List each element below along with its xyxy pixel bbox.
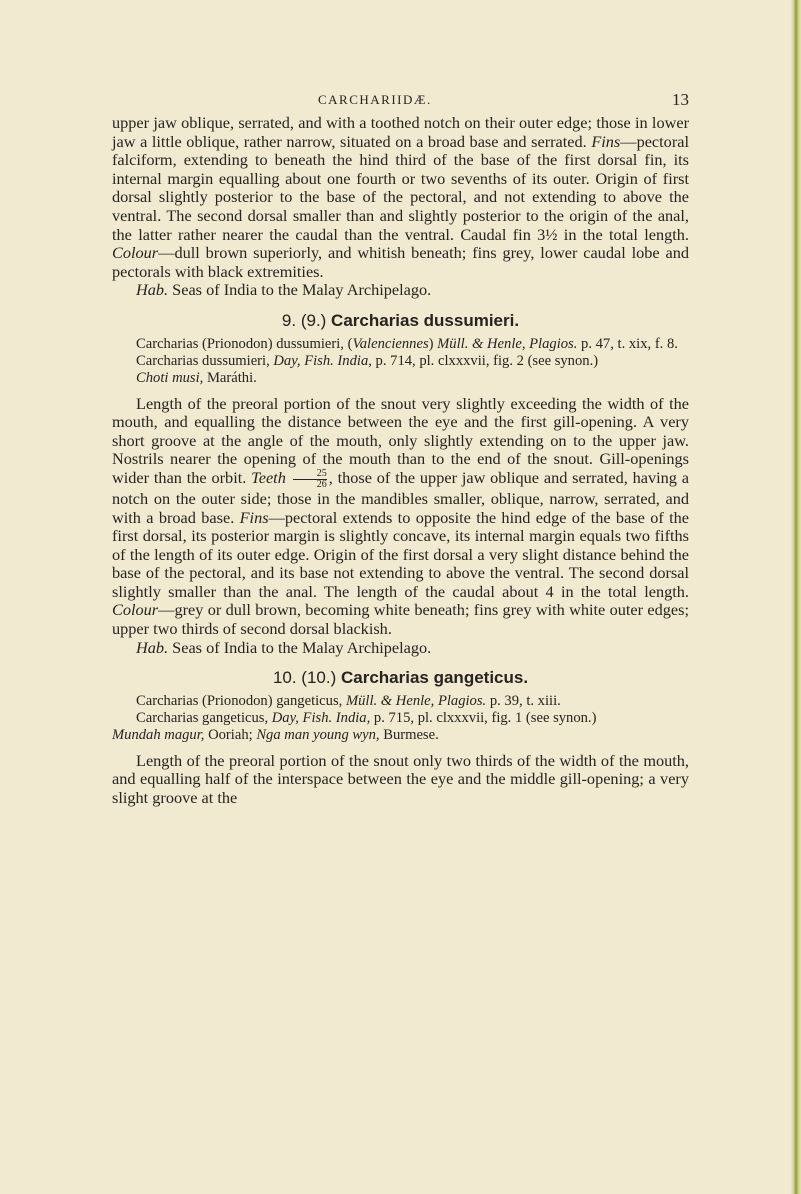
vernacular-names: [112, 727, 689, 744]
species-number: 10. (10.): [272, 668, 341, 688]
text-run: p. 714, pl. clxxxvii, fig. 2 (see synon.): [371, 352, 599, 369]
text-run: —dull brown superiorly, and whitish beneath; fins grey, lower caudal lobe and pectorals with black extremities.: [112, 243, 689, 281]
hab-label: Hab.: [136, 280, 169, 300]
habitat-line: [112, 281, 689, 300]
synonym-entry: [136, 353, 689, 370]
vernacular-name: Nga man young wyn,: [256, 726, 380, 743]
vernacular-name: Mundah magur,: [112, 726, 205, 743]
text-run: ): [428, 335, 438, 352]
colour-label: Colour: [112, 600, 159, 620]
citation: Day, Fish. India,: [273, 352, 372, 369]
text-run: p. 715, pl. clxxxvii, fig. 1 (see synon.): [370, 709, 597, 726]
teeth-fraction: [293, 469, 327, 490]
synonym-entry: [136, 336, 689, 353]
text-run: p. 39, t. xiii.: [486, 692, 561, 709]
species-heading: [112, 669, 689, 688]
citation: Müll. & Henle, Plagios.: [345, 692, 487, 709]
species-name: Carcharias gangeticus.: [340, 668, 529, 688]
teeth-label: Teeth: [251, 468, 286, 488]
fins-label: Fins: [591, 131, 621, 151]
page-number: 13: [672, 90, 689, 109]
text-run: —grey or dull brown, becoming white beneath; fins grey with white outer edges; upper two thirds of second dorsal blackish.: [112, 600, 689, 639]
text-run: , those of the upper jaw oblique and serrated, having a notch on the outer side; those in the mandibles smaller, oblique, narrow, serrated, and with a broad base.: [112, 468, 689, 527]
text-run: Carcharias (Prionodon) dussumieri, (: [136, 335, 353, 352]
text-run: Carcharias dussumieri,: [136, 352, 274, 369]
text-run: p. 47, t. xix, f. 8.: [577, 335, 678, 352]
running-title: CARCHARIIDÆ.: [318, 92, 432, 107]
language: Ooriah;: [204, 726, 257, 743]
text-run: Carcharias (Prionodon) gangeticus,: [136, 692, 346, 709]
vernacular-name: Choti musi,: [136, 369, 204, 386]
colour-label: Colour: [112, 243, 159, 263]
vernacular-names: [136, 370, 689, 387]
paragraph-intro: [112, 114, 689, 281]
habitat-line: [112, 639, 689, 658]
hab-text: Seas of India to the Malay Archipelago.: [168, 637, 432, 657]
fraction-numerator: 25: [293, 469, 327, 480]
species-number: 9. (9.): [281, 310, 332, 330]
hab-text: Seas of India to the Malay Archipelago.: [168, 280, 432, 300]
page-edge: [790, 0, 801, 1194]
hab-label: Hab.: [136, 637, 169, 657]
synonym-entry: [136, 693, 689, 710]
text-run: upper jaw oblique, serrated, and with a toothed notch on their outer edge; those in lower jaw a little oblique, rather narrow, situated on a broad base and serrated.: [112, 113, 689, 151]
text-run: Length of the preoral portion of the snout very slightly exceeding the width of the mouth, and equalling the distance between the eye and the first gill-opening. A very short groove at the angle of the mouth, only slightly extending on to the upper jaw. Nostrils nearer the opening of the mouth than to the end of the snout. Gill-openings wider than the orbit.: [112, 393, 689, 488]
text-run: —pectoral falciform, extending to beneath the hind third of the base of the first dorsal fin, its internal margin equalling about one fourth or two sevenths of its outer. Origin of first dorsal slightly posterior to the base of the pectoral, and not extending to above the ventral. The second dorsal smaller than and slightly posterior to the origin of the anal, the latter rather nearer the caudal than the ventral. Caudal fin 3½ in the total length.: [112, 131, 689, 244]
text-run: Carcharias gangeticus,: [136, 709, 272, 726]
citation: Day, Fish. India,: [271, 709, 371, 726]
species-heading: [112, 312, 689, 331]
species-name: Carcharias dussumieri.: [331, 310, 520, 330]
running-head: [0, 90, 790, 112]
fins-label: Fins: [239, 507, 269, 527]
text-run: —pectoral extends to opposite the hind edge of the base of the first dorsal, its posterior margin is slightly concave, its internal margin equals two fifths of the length of its outer edge. Origin of the first dorsal a very slight distance behind the base of the pectoral, and its base not extending to above the ventral. The second dorsal slightly smaller than the anal. The length of the caudal about 4 in the total length.: [112, 507, 689, 601]
body-text: [112, 114, 689, 808]
synonym-entry: [136, 710, 689, 727]
citation: Müll. & Henle, Plagios.: [437, 335, 578, 352]
paragraph-description: [112, 395, 689, 639]
authority: Valenciennes: [352, 335, 429, 352]
fraction-denominator: 26: [316, 478, 327, 490]
language: Maráthi.: [203, 369, 257, 386]
language: Burmese.: [379, 726, 439, 743]
paragraph-description: Length of the preoral portion of the snout only two thirds of the width of the mouth, and equalling half of the interspace between the eye and the middle gill-opening; a very slight groove at the: [112, 750, 689, 808]
